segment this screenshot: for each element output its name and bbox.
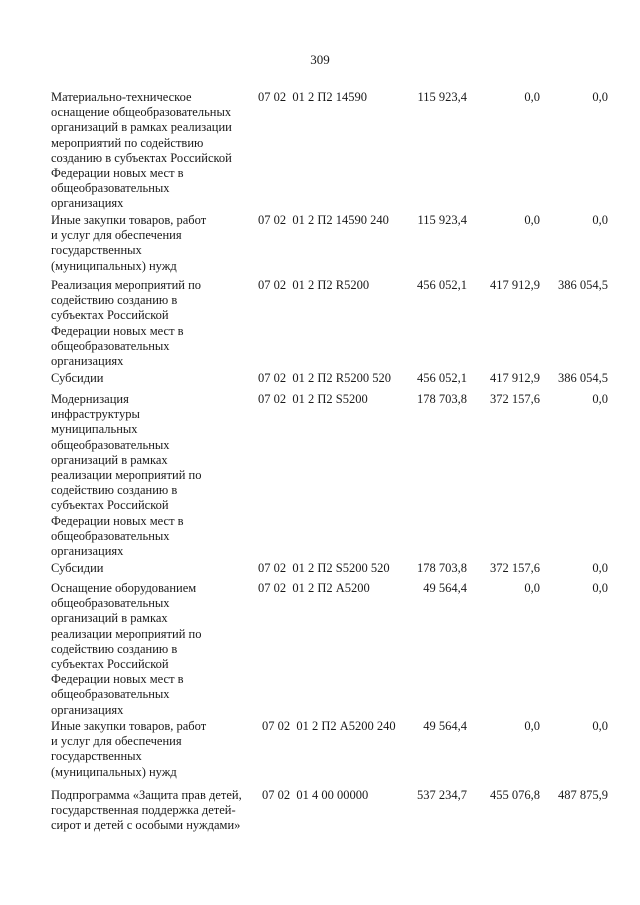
row-value-3: 0,0	[592, 213, 608, 227]
row-value-1: 178 703,8	[417, 561, 467, 575]
row-value-1: 178 703,8	[417, 392, 467, 406]
row-code: 07 02 01 2 П2 А5200 240	[262, 719, 396, 733]
row-code: 07 02 01 2 П2 R5200 520	[258, 371, 391, 385]
row-value-2: 0,0	[524, 90, 540, 104]
row-value-3: 0,0	[592, 561, 608, 575]
row-name: Иные закупки товаров, работ и услуг для обеспечения государственных (муниципальных) нужд	[51, 213, 207, 273]
row-value-3: 0,0	[592, 581, 608, 595]
row-name: Подпрограмма «Защита прав детей, государственная поддержка детей- сирот и детей с особыми нуждами»	[51, 788, 242, 833]
row-value-2: 372 157,6	[490, 561, 540, 575]
row-code: 07 02 01 2 П2 S5200 520	[258, 561, 390, 575]
row-value-2: 372 157,6	[490, 392, 540, 406]
row-value-2: 455 076,8	[490, 788, 540, 802]
row-value-3: 0,0	[592, 392, 608, 406]
row-value-1: 115 923,4	[417, 213, 467, 227]
row-name: Оснащение оборудованием общеобразовательных организаций в рамках реализации мероприятий по содействию созданию в субъектах Российской Федерации новых мест в общеобразовательных организациях	[51, 581, 202, 717]
row-code: 07 02 01 2 П2 А5200	[258, 581, 370, 595]
page-number: 309	[310, 52, 330, 67]
row-value-2: 0,0	[524, 719, 540, 733]
row-value-2: 417 912,9	[490, 371, 540, 385]
row-value-3: 0,0	[592, 719, 608, 733]
row-name: Иные закупки товаров, работ и услуг для обеспечения государственных (муниципальных) нужд	[51, 719, 207, 779]
row-value-3: 487 875,9	[558, 788, 608, 802]
row-value-3: 0,0	[592, 90, 608, 104]
row-value-2: 0,0	[524, 213, 540, 227]
row-value-1: 537 234,7	[417, 788, 467, 802]
row-code: 07 02 01 2 П2 R5200	[258, 278, 370, 292]
row-code: 07 02 01 2 П2 14590 240	[258, 213, 389, 227]
row-name: Модернизация инфраструктуры муниципальных общеобразовательных организаций в рамках реализации мероприятий по содействию созданию в субъектах Российской Федерации новых мест в общеобразовательных организациях	[51, 392, 202, 559]
row-name: Субсидии	[51, 371, 104, 385]
row-value-2: 417 912,9	[490, 278, 540, 292]
row-code: 07 02 01 2 П2 14590	[258, 90, 368, 104]
row-code: 07 02 01 4 00 00000	[262, 788, 369, 802]
row-name: Материально-техническое оснащение общеобразовательных организаций в рамках реализации мероприятий по содействию созданию в субъектах Российской Федерации новых мест в общеобразовательных организациях	[51, 90, 232, 211]
row-name: Реализация мероприятий по содействию созданию в субъектах Российской Федерации новых мест в общеобразовательных организациях	[51, 278, 202, 369]
row-code: 07 02 01 2 П2 S5200	[258, 392, 368, 406]
row-value-1: 456 052,1	[417, 278, 467, 292]
row-value-3: 386 054,5	[558, 371, 608, 385]
row-value-1: 49 564,4	[423, 719, 467, 733]
row-value-1: 456 052,1	[417, 371, 467, 385]
row-name: Субсидии	[51, 561, 104, 575]
row-value-1: 49 564,4	[423, 581, 467, 595]
row-value-1: 115 923,4	[417, 90, 467, 104]
row-value-3: 386 054,5	[558, 278, 608, 292]
row-value-2: 0,0	[524, 581, 540, 595]
